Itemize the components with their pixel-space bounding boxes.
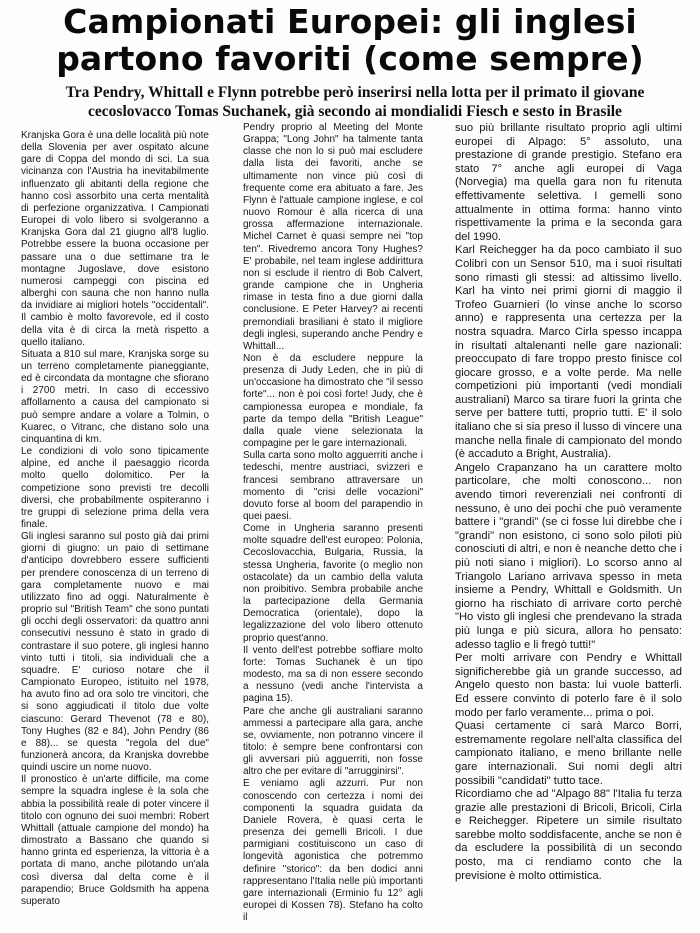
paragraph: suo più brillante risultato proprio agli ultimi europei di Alpago: 5° assoluto, una prestazione di grande prestigio. Stefano era stato 7° anche agli europei di Vaga (Norvegia) ma quella gara non fu ritenuta effettivamente selettiva. I gemelli sono attualmente in ottima forma: hanno vinto rispettivamente la prima e la seconda gara del 1990.: [455, 122, 682, 243]
paragraph: Non è da escludere neppure la presenza di Judy Leden, che in più di un'occasione ha dimostrato che "il sesso forte"... non è poi così forte! Judy, che è campionessa europea e mondiale, fa parte da tempo della "British League" dalla quale viene selezionata la compagine per le gare internazionali.: [243, 352, 423, 450]
paragraph: Situata a 810 sul mare, Kranjska sorge su un terreno completamente pianeggiante, ed è circondata da montagne che sfiorano i 2700 metri. In caso di eccessivo affollamento a causa del campionato si può sempre andare a volare a Tolmin, o Kuarec, o Vitranc, che distano solo una cinquantina di km.: [21, 348, 209, 445]
text-column-3: [455, 122, 682, 883]
paragraph: Quasi certamente ci sarà Marco Borri, estremamente regolare nell'alta classifica del campionato italiano, e meno brillante nelle gare internazionali. Sui nomi degli altri possibili "candidati" tutto tace.: [455, 720, 682, 787]
paragraph: Angelo Crapanzano ha un carattere molto particolare, che molti conoscono... non avendo timori reverenziali nei confronti di nessuno, è uno dei pochi che può veramente battere i "grandi" (se ci fosse lui direbbe che i "grandi" non esistono, ci sono solo piloti più conosciuti di altri, e non è neanche detto che i più noti siano i migliori). Lo scorso anno al Triangolo Lariano arrivava spesso in meta insieme a Pendry, Whittall e Goldsmith. Un giorno ha rischiato di arrivare corto perchè "Ho visto gli inglesi che prendevano la strada più lunga e più sicura, allora ho pensato: adesso taglio e li fregò tutti!": [455, 461, 683, 651]
paragraph: Pare che anche gli australiani saranno ammessi a partecipare alla gara, anche se, ovviamente, non potranno vincere il titolo: è sempre bene confrontarsi con gli avversari più agguerriti, non fosse altro che per evitare di "arrugginirsi".: [243, 705, 423, 778]
paragraph: Ricordiamo che ad "Alpago 88" l'Italia fu terza grazie alle prestazioni di Bricoli, Bricoli, Cirla e Reichegger. Ripetere un simile risultato sarebbe molto soddisfacente, anche se non è da escludere la possibilità di un secondo posto, ma ci rendiamo conto che la previsione è molto ottimistica.: [455, 788, 682, 882]
paragraph: Kranjska Gora è una delle località più note della Slovenia per aver ospitato alcune gare di Coppa del mondo di sci. La sua vicinanza con l'Austria ha inevitabilmente influenzato gli abitanti della regione che hanno così assorbito una certa mentalità di perfezione organizzativa. I Campionati Europei di volo libero si svolgeranno a Kranjska Gora dal 21 giugno all'8 luglio. Potrebbe essere la buona occasione per passare una o due settimane tra le montagne Jugoslave, dove esistono numerosi campeggi con piscina ed alberghi con sauna che non hanno nulla da invidiare ai migliori hotels "occidentali". Il cambio è molto favorevole, ed il costo della vita è di circa la metà rispetto a quello italiano.: [21, 130, 209, 348]
paragraph: Per molti arrivare con Pendry e Whittall significherebbe già un grande successo, ad Angelo questo non basta: lui vuole batterli. Ed essere convinto di poterlo fare è il solo modo per farlo veramente... prima o poi.: [455, 652, 682, 719]
headline-line-1: Campionati Europei: gli inglesi: [63, 2, 637, 41]
paragraph: Pendry proprio al Meeting del Monte Grappa; "Long John" ha talmente tanta classe che non lo si può mai escludere dalla lista dei favoriti, anche se ultimamente non vince più così di frequente come era abituato a fare. Jes Flynn è l'attuale campione inglese, e col nuovo Romour è alla ricerca di una grossa affermazione internazionale. Michel Carnet è quasi sempre nei "top ten". Rivedremo ancora Tony Hughes? E' probabile, nel team inglese addirittura non si esclude il rientro di Bob Calvert, grande campione che in Ungheria rimase in testa fino a due giorni dalla conclusione. E Peter Harvey? ai recenti premondiali brasiliani è stato il migliore degli inglesi, superando anche Pendry e Whittall...: [243, 122, 423, 352]
subheadline: Tra Pendry, Whittall e Flynn potrebbe però inserirsi nella lotta per il primato il giovane cecoslovacco Tomas Suchanek, già secondo ai mondialidi Fiesch e sesto in Brasile: [65, 84, 645, 120]
paragraph: E veniamo agli azzurri. Pur non conoscendo con certezza i nomi dei componenti la squadra guidata da Daniele Rovera, è quasi certa le presenza dei gemelli Bricoli. I due parmigiani costituiscono un caso di longevità agonistica che potremmo definire "storico": da ben dodici anni rappresentano l'Italia nelle più importanti gare internazionali (Erminio fu 12° agli europei di Kossen 78). Stefano ha colto il: [243, 778, 423, 924]
text-column-2: [243, 122, 423, 924]
headline-line-2: partono favoriti (come sempre): [56, 39, 644, 78]
paragraph: Le condizioni di volo sono tipicamente alpine, ed anche il paesaggio ricorda molto quello dolomitico. Per la competizione sono previsti tre decolli diversi, che probabilmente ospiteranno i tre gruppi di selezione prima della vera finale.: [21, 446, 209, 530]
paragraph: Sulla carta sono molto agguerriti anche i tedeschi, mentre austriaci, svizzeri e francesi sembrano attraversare un momento di "crisi delle vocazioni" dovuto forse al boom del parapendio in quei paesi.: [243, 450, 423, 522]
paragraph: Karl Reichegger ha da poco cambiato il suo Colibrì con un Sensor 510, ma i suoi risultati sono rimasti gli stessi: ad altissimo livello. Karl ha vinto nei primi giorni di maggio il Trofeo Guarnieri (lo vinse anche lo scorso anno) e rappresenta una certezza per la nostra squadra. Marco Cirla spesso incappa in risultati altalenanti nelle gare nazionali: preoccupato di fare troppo presto finisce col giocare grosso, e a volte perde. Ma nelle competizioni più importanti (vedi mondiali australiani) Marco sa tirare fuori la grinta che serve per battere tutti, proprio tutti. E' il solo italiano che si sia preso il lusso di vincere una manche nella finale di campionato del mondo (è accaduto a Bright, Australia).: [455, 244, 682, 461]
text-column-1: [21, 130, 209, 908]
paragraph: Il pronostico è un'arte difficile, ma come sempre la squadra inglese è la sola che abbia la possibilità reale di poter vincere il titolo con ognuno dei suoi membri: Robert Whittall (attuale campione del mondo) ha dimostrato a Bassano che quando si hanno grinta ed esperienza, la vittoria è a portata di mano, anche pilotando un'ala così diversa dal delta come è il parapendio; Bruce Goldsmith ha appena superato: [21, 774, 209, 907]
paragraph: Come in Ungheria saranno presenti molte squadre dell'est europeo: Polonia, Cecoslovacchia, Bulgaria, Russia, la stessa Ungheria, favorite (o meglio non ostacolate) da un cambio della valuta non proibitivo. Sembra probabile anche la partecipazione della Germania Democratica (orientale), dopo la legalizzazione del volo libero ottenuto proprio quest'anno.: [243, 523, 423, 644]
paragraph: Gli inglesi saranno sul posto già dai primi giorni di giugno: un paio di settimane d'anticipo dovrebbero essere sufficienti per prendere conoscenza di un terreno di gara completamente nuovo e mai utilizzato fino ad oggi. Naturalmente è proprio sul "British Team" che sono puntati gli occhi degli osservatori: da quattro anni consecutivi nessuno è stato in grado di contrastare il suo potere, gli inglesi hanno vinto tutti i titoli, sia individuali che a squadre. E' curioso notare che il Campionato Europeo, istituito nel 1978, ha avuto fino ad ora solo tre vincitori, che si sono aggiudicati il titolo due volte ciascuno: Gerard Thevenot (78 e 80), Tony Hughes (82 e 84), John Pendry (86 e 88)... se questa "regola del due" funzionerà ancora, da Kranjska dovrebbe quindi uscire un nome nuovo.: [21, 531, 209, 774]
paragraph: Il vento dell'est potrebbe soffiare molto forte: Tomas Suchanek è un tipo modesto, ma sa di non essere secondo a nessuno (vedi anche l'intervista a pagina 15).: [243, 644, 423, 705]
